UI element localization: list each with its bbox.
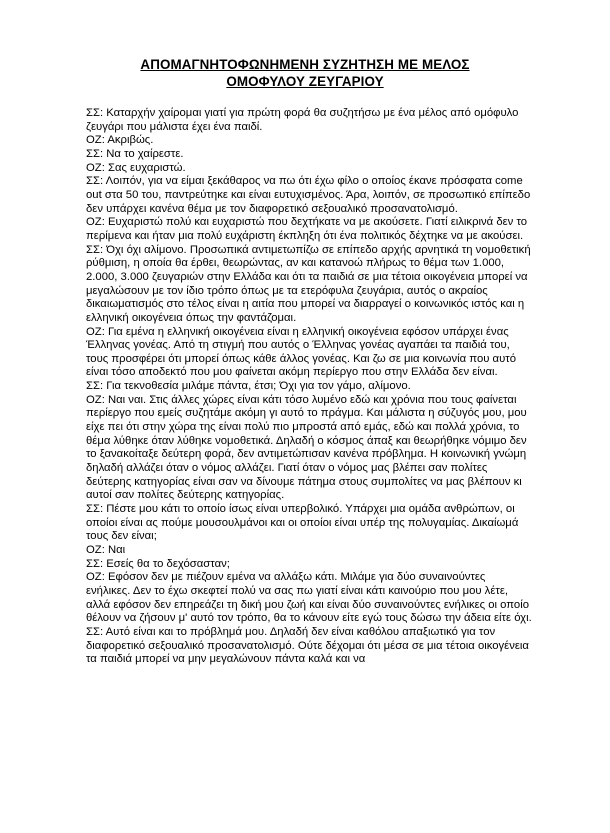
paragraph: ΟΖ: Σας ευχαριστώ. — [86, 161, 186, 174]
paragraph: ΣΣ: Να το χαίρεστε. — [86, 147, 184, 160]
paragraph: ΣΣ: Πέστε μου κάτι το οποίο ίσως είναι υπερβολικό. Υπάρχει μια ομάδα ανθρώπων, οι οποίοι είναι ας πούμε μουσουλμάνοι και οι οποίοι είναι υπέρ της πολυγαμίας. Δικαίωμά τους δεν είναι; — [86, 503, 519, 543]
title-line-1: ΑΠΟΜΑΓΝΗΤΟΦΩΝΗΜΕΝΗ ΣΥΖΗΤΗΣΗ ΜΕ ΜΕΛΟΣ — [140, 57, 470, 72]
paragraph: ΟΖ: Ναι ναι. Στις άλλες χώρες είναι κάτι τόσο λυμένο εδώ και χρόνια που τους φαίνεται περίεργο που εμείς συζητάμε ακόμη γι αυτό το πράγμα. Και μάλιστα η σύζυγός μου, μου είχε πει ότι στην χώρα της είναι πολύ πιο μπροστά από εμάς, εδώ και πολλά χρόνια, το θέμα λύθηκε όταν λύθηκε νομοθετικά. Δηλαδή ο κόσμος άπαξ και θεωρήθηκε νόμιμο δεν το ξανακοίταξε δεύτερη φορά, δεν αντιμετώπισαν κανένα πρόβλημα. Η κοινωνική γνώμη δηλαδή αλλάζει όταν ο νόμος αλλάζει. Γιατί όταν ο νόμος μας βλέπει σαν πολίτες δεύτερης κατηγορίας είναι σαν να δίνουμε πάτημα στους συμπολίτες να μας βλέπουν κι αυτοί σαν πολίτες δεύτερης κατηγορίας. — [86, 393, 527, 502]
paragraph: ΟΖ: Ναι — [86, 544, 126, 556]
paragraph: ΣΣ: Εσείς θα το δεχόσασταν; — [86, 557, 230, 570]
document-title — [70, 57, 540, 90]
paragraph: ΟΖ: Εφόσον δεν με πιέζουν εμένα να αλλάξω κάτι. Μιλάμε για δύο συναινούντες ενήλικες. Δεν το έχω σκεφτεί πολύ να σας πω γιατί είναι κάτι καινούριο που μου λέτε, αλλά εφόσον δεν επηρεάζει τη δική μου ζωή και είναι δύο συναινούντες ενήλικες οι οποίο θέλουν να ζήσουν μ' αυτό τον τρόπο, θα το κάνουν είτε εγώ τους δώσω την άδεια είτε όχι. — [86, 571, 532, 625]
paragraph: ΟΖ: Για εμένα η ελληνική οικογένεια είναι η ελληνική οικογένεια εφόσον υπάρχει ένας Έλληνας γονέας. Από τη στιγμή που αυτός ο Έλληνας γονέας αγαπάει τα παιδιά του, τους προσφέρει ότι μπορεί όπως κάθε άλλος γονέας. Και ζω σε μια κοινωνία που αυτό είναι τόσο αποδεκτό που μου φαίνεται ακόμη περίεργο που στην Ελλάδα δεν είναι. — [86, 325, 516, 379]
transcript-body — [86, 107, 532, 667]
title-line-2: ΟΜΟΦΥΛΟΥ ΖΕΥΓΑΡΙΟΥ — [226, 73, 384, 89]
paragraph: ΣΣ: Όχι όχι αλίμονο. Προσωπικά αντιμετωπίζω σε επίπεδο αρχής αρνητικά τη νομοθετική ρύθμιση, η οποία θα έρθει, θεωρώντας, αν και κατανοώ πλήρως το θέμα των 1.000, 2.000, 3.000 ζευγαριών στην Ελλάδα και ότι τα παιδιά σε μια τέτοια οικογένεια μπορεί να μεγαλώσουν με τον ίδιο τρόπο όπως με τα ετερόφυλα ζευγάρια, αυτός ο ακραίος δικαιωματισμός στο τέλος είναι η αιτία που μπορεί να διαρραγεί ο κοινωνικός ιστός και η ελληνική οικογένεια όπως την φαντάζομαι. — [86, 243, 531, 324]
paragraph: ΣΣ: Αυτό είναι και το πρόβλημά μου. Δηλαδή δεν είναι καθόλου απαξιωτικό για τον διαφορετικό σεξουαλικό προσανατολισμό. Ούτε δέχομαι ότι μέσα σε μια τέτοια οικογένεια τα παιδιά μπορεί να μην μεγαλώνουν πάντα καλά και να — [86, 625, 529, 666]
paragraph: ΟΖ: Ευχαριστώ πολύ και ευχαριστώ που δεχτήκατε να με ακούσετε. Γιατί ειλικρινά δεν το περίμενα και ήταν μια πολύ ευχάριστη έκπληξη ότι ένα πολιτικός δέχτηκε να με ακούσει. — [86, 216, 528, 242]
paragraph: ΣΣ: Λοιπόν, για να είμαι ξεκάθαρος να πω ότι έχω φίλο ο οποίος έκανε πρόσφατα come out στα 50 του, παντρεύτηκε και είναι ευτυχισμένος. Άρα, λοιπόν, σε προσωπικό επίπεδο δεν υπάρχει κανένα θέμα με τον διαφορετικό σεξουαλικό προσανατολισμό. — [86, 175, 531, 215]
paragraph: ΟΖ: Ακριβώς. — [86, 134, 154, 147]
paragraph: ΣΣ: Για τεκνοθεσία μιλάμε πάντα, έτσι; Όχι για τον γάμο, αλίμονο. — [86, 380, 411, 393]
paragraph: ΣΣ: Καταρχήν χαίρομαι γιατί για πρώτη φορά θα συζητήσω με ένα μέλος από ομόφυλο ζευγάρι που μάλιστα έχει ένα παιδί. — [86, 107, 519, 133]
